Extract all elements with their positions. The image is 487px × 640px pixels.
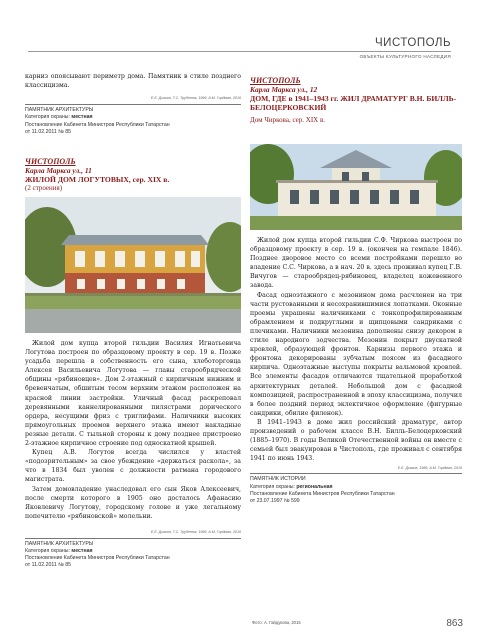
left-entry-body [25, 339, 241, 570]
category-value: местная [71, 114, 93, 121]
right-entry-body [250, 236, 462, 505]
running-header-title: ЧИСТОПОЛЬ [375, 37, 451, 49]
category-value: местная [71, 548, 93, 555]
category-label: Категория охраны: [25, 114, 70, 121]
registry-date: от 11.02.2011 № 85 [25, 128, 71, 135]
divider [25, 104, 241, 105]
entry-object-name: ДОМ, ГДЕ в 1941–1943 гг. ЖИЛ ДРАМАТУРГ В.Н. БИЛЛЬ-БЕЛОЦЕРКОВСКИЙ [250, 94, 457, 112]
divider [25, 538, 241, 539]
paragraph: Жилой дом купца второй гильдии Василия Игнатьевича Логутова построен по образцовому проекту в сер. 19 в. Позже усадьба перешла в собственность его сына, хлеботорговца Алексея Васильевича Логутова — главы старообрядческой общины «рябиновцев». Дом 2-этажный с кирпичным нижним и бревенчатым, обшитым тесом верхним этажом расположен на красной линии застройки. Уличный фасад раскреповал деревянными каннелированными пилястрами дорического ордера, несущими фриз с триглифами. Наличники высоких прямоугольных проемов верхнего этажа имеют накладные резные детали. С тыльной стороны к дому позднее пристроено 2-этажное кирпичное строение под односкатной крышей. [25, 340, 241, 448]
registry-title: ПАМЯТНИК АРХИТЕКТУРЫ [25, 107, 94, 114]
running-header-subtitle: ОБЪЕКТЫ КУЛЬТУРНОГО НАСЛЕДИЯ [359, 54, 451, 59]
entry-object-sub: Дом Чиркова, сер. XIX в. [250, 116, 326, 124]
photo-chirkov-house [250, 144, 462, 230]
registry-block [25, 541, 241, 570]
house-photo-illustration [250, 144, 462, 230]
photo-logutov-house [25, 197, 241, 333]
registry-block [250, 476, 462, 505]
paragraph: В 1941–1943 в доме жил российский драматург, автор произведений о рабочем классе В.Н. Билль-Белоцерковский (1885–1970). В годы Великой Отечественной войны он вместе с семьей был эвакуирован в Чистополь, где проживал с сентября 1941 по июнь 1943. [250, 418, 462, 463]
registry-decree: Постановление Кабинета Министров Республики Татарстан [25, 121, 170, 128]
category-label: Категория охраны: [250, 483, 295, 490]
author-credit: Е.Е. Дьяков, 1986; А.М. Гирдман, 2016 [397, 466, 462, 471]
entry-address: Карла Маркса ул., 11 [25, 166, 92, 175]
category-value: региональная [296, 483, 333, 490]
left-continuation [25, 72, 241, 136]
registry-decree: Постановление Кабинета Министров Республики Татарстан [25, 555, 170, 562]
entry-object-sub: (2 строения) [25, 184, 63, 192]
registry-block [25, 107, 241, 136]
left-entry-heading [25, 157, 241, 192]
registry-date: от 11.02.2011 № 85 [25, 562, 71, 569]
right-entry-heading [250, 76, 462, 124]
registry-category [25, 114, 241, 121]
entry-address: Карла Маркса ул., 12 [250, 85, 318, 94]
category-label: Категория охраны: [25, 548, 70, 555]
paragraph: Жилой дом купца второй гильдии С.Ф. Чиркова выстроен по образцовому проекту в сер. 19 в. (окончен на гемпале 1846). Позднее дворовое место со всеми постройками перешло во владение С.С. Чиркова, а в нач. 20 в. здесь проживал купец Г.В. Вичугов — старообрядец-рябиновец, владелец кожевенного завода. [250, 237, 462, 290]
author-credit: Е.Е. Дьяков, Т.С. Трубенюк, 1996; А.М. Гирдман, 2016 [151, 96, 241, 101]
photo-credit: Фото: А. Гайдукова, 2015 [252, 620, 301, 625]
entry-city: ЧИСТОПОЛЬ [250, 76, 301, 85]
paragraph: Затем домовладение унаследовал его сын Яков Алексеевич, после смерти которого в 1905 оно досталось Афанасию Яковлевичу Логутову, городскому голове и уже легальному попечителю «рябиновской» молельни. [25, 485, 241, 520]
registry-category [250, 484, 462, 491]
paragraph: Фасад одноэтажного с мезонином дома расчленен на три части рустованными и несохранившимися лопатками. Оконные проемы украшены наличниками с тонкопрофилированным обрамлением и подкруглыми и щипцовыми сандриками с плечиками. Наличники мезонина дополнены снизу декором в стиле народного зодчества. Мезонин покрыт двускатной кровлей, образующей фронтон. Карнизы первого этажа и фронтона декорированы зубчатым поясом из фасадного кирпича. Одноэтажные выступы покрыты вальмовой кровлей. Все элементы фасадов отличаются тщательной проработкой архитектурных деталей. Небольшой дом с фасадной композицией, распространенной в эпоху классицизма, получил в более поздний период эклектичное оформление (фигурные сандрики, обилие филенок). [250, 291, 462, 417]
registry-title: ПАМЯТНИК АРХИТЕКТУРЫ [25, 540, 94, 547]
paragraph: Купец А.В. Логутов всегда числился у властей «подозрительным» за свое убеждение «держаться раскола», за что в 1834 был уволен с должности ратмана городового магистрата. [25, 449, 241, 484]
registry-date: от 23.07.1997 № 599 [250, 497, 300, 504]
header-rule [28, 51, 451, 52]
entry-city: ЧИСТОПОЛЬ [25, 157, 76, 166]
page-number: 863 [446, 618, 463, 629]
entry-object-name: ЖИЛОЙ ДОМ ЛОГУТОВЫХ, сер. XIX в. [25, 175, 170, 184]
author-credit: Е.Е. Дьяков, Т.С. Трубенюк, 1996; А.М. Гирдман, 2016 [151, 529, 241, 534]
house-photo-illustration [25, 197, 241, 333]
continuation-text: карниз опоясывают периметр дома. Памятник в стиле позднего классицизма. [25, 73, 241, 90]
divider [250, 473, 462, 474]
registry-decree: Постановление Кабинета Министров Республики Татарстан [250, 490, 395, 497]
registry-category [25, 548, 241, 555]
registry-title: ПАМЯТНИК ИСТОРИИ [250, 476, 306, 483]
